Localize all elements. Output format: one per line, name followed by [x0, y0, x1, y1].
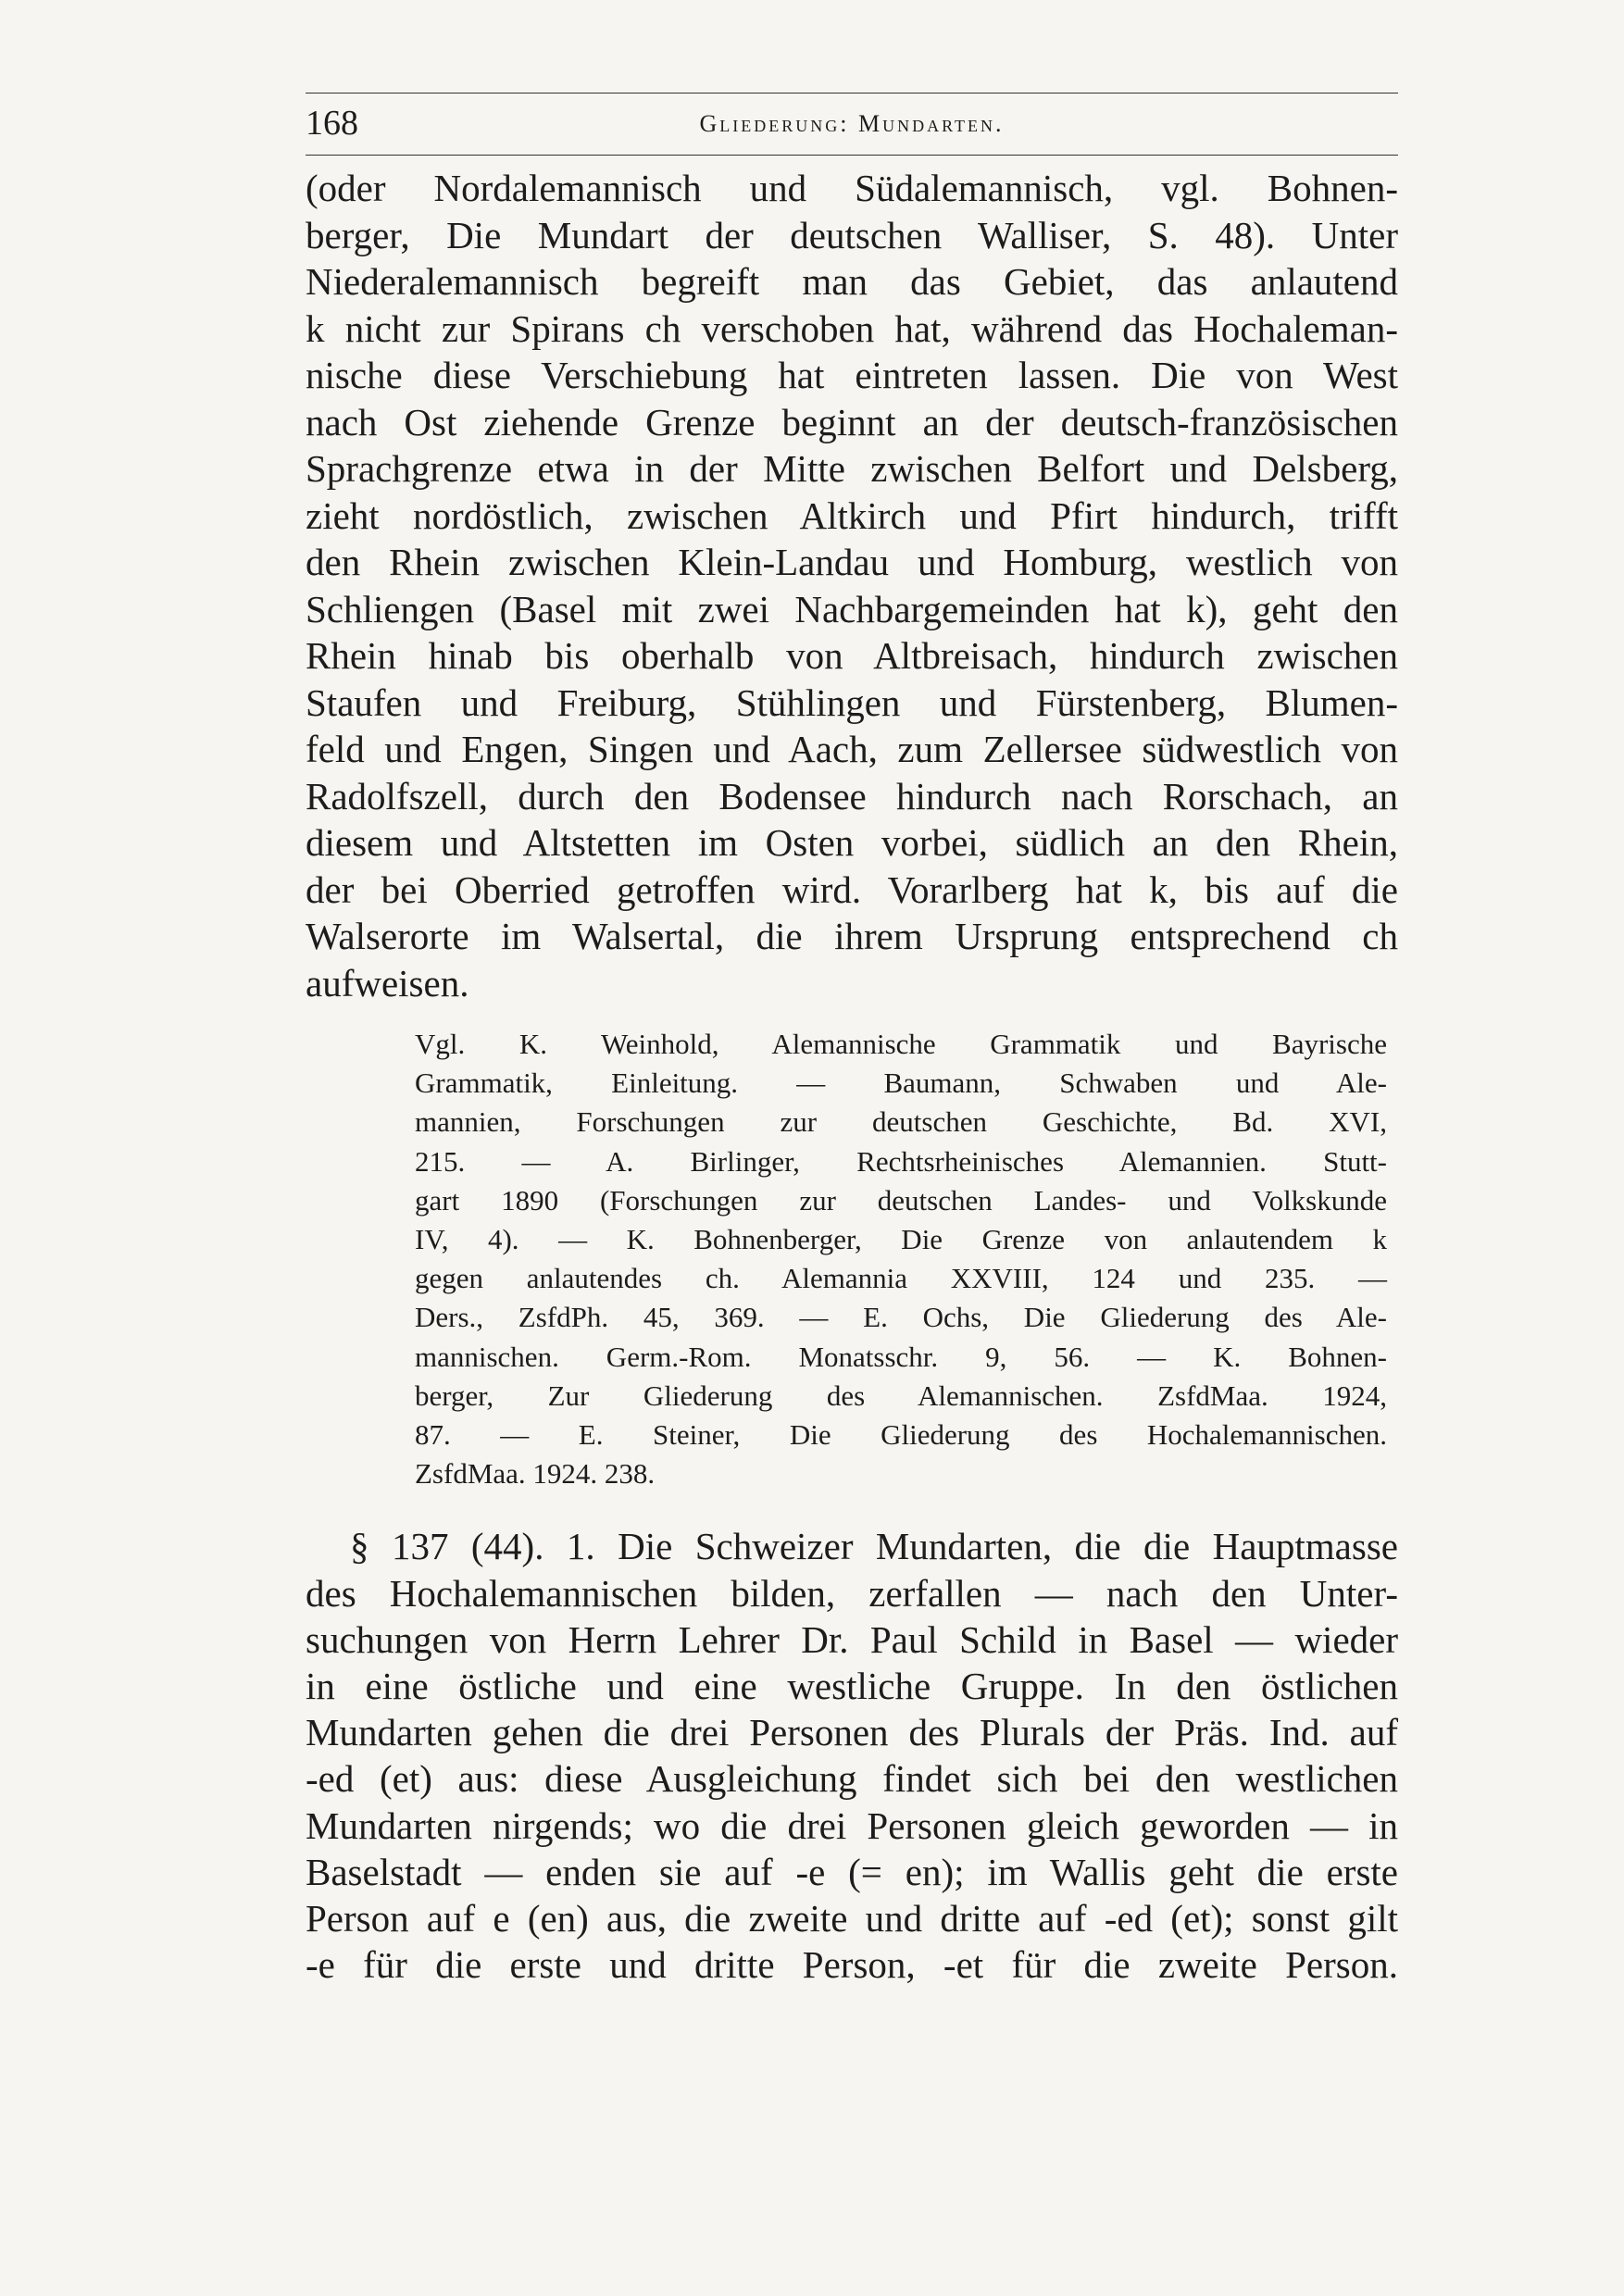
text-line: nach Ost ziehende Grenze beginnt an der deutsch-französischen	[306, 400, 1398, 443]
section-line: -ed (et) aus: diese Ausgleichung findet sich bei den westlichen	[306, 1757, 1398, 1801]
section-line: Baselstadt — enden sie auf -e (= en); im Wallis geht die erste	[306, 1850, 1398, 1893]
section-line: Person auf e (en) aus, die zweite und dritte auf -ed (et); sonst gilt	[306, 1897, 1398, 1940]
section-line: § 137 (44). 1. Die Schweizer Mundarten, die die Hauptmasse	[350, 1525, 1398, 1568]
note-line: Vgl. K. Weinhold, Alemannische Grammatik und Bayrische	[415, 1028, 1387, 1060]
note-line: 87. — E. Steiner, Die Gliederung des Hochalemannischen.	[415, 1418, 1387, 1452]
note-line: gegen anlautendes ch. Alemannia XXVIII, 124 und 235. —	[415, 1262, 1387, 1295]
running-title: Gliederung: Mundarten.	[699, 110, 1005, 137]
bibliography-notes	[415, 1025, 1387, 1493]
note-line: Grammatik, Einleitung. — Baumann, Schwaben und Ale-	[415, 1067, 1387, 1100]
main-paragraph	[306, 165, 1398, 1006]
text-line: feld und Engen, Singen und Aach, zum Zellersee südwestlich von	[306, 728, 1398, 770]
text-line: Rhein hinab bis oberhalb von Altbreisach, hindurch zwischen	[306, 634, 1398, 677]
text-line: Staufen und Freiburg, Stühlingen und Fürstenberg, Blumen-	[306, 680, 1398, 724]
note-line: IV, 4). — K. Bohnenberger, Die Grenze von anlautendem k	[415, 1223, 1387, 1256]
note-line: ZsfdMaa. 1924. 238.	[415, 1457, 656, 1491]
note-line: mannien, Forschungen zur deutschen Geschichte, Bd. XVI,	[415, 1105, 1387, 1139]
text-line: Walserorte im Walsertal, die ihrem Ursprung entsprechend ch	[306, 915, 1398, 957]
text-line: (oder Nordalemannisch und Südalemannisch, vgl. Bohnen-	[306, 167, 1398, 209]
section-line: des Hochalemannischen bilden, zerfallen — nach den Unter-	[306, 1571, 1398, 1615]
text-line: k nicht zur Spirans ch verschoben hat, während das Hochaleman-	[306, 306, 1398, 350]
note-line: gart 1890 (Forschungen zur deutschen Landes- und Volkskunde	[415, 1183, 1387, 1217]
text-line: Niederalemannisch begreift man das Gebiet, das anlautend	[306, 260, 1398, 303]
note-line: berger, Zur Gliederung des Alemannischen. ZsfdMaa. 1924,	[415, 1379, 1387, 1412]
text-line: Schliengen (Basel mit zwei Nachbargemeinden hat k), geht den	[306, 587, 1398, 630]
text-line: diesem und Altstetten im Osten vorbei, südlich an den Rhein,	[306, 821, 1398, 864]
text-line: den Rhein zwischen Klein-Landau und Homburg, westlich von	[306, 541, 1398, 583]
section-line: Mundarten nirgends; wo die drei Personen gleich geworden — in	[306, 1803, 1398, 1847]
section-137	[306, 1523, 1398, 1988]
running-header	[306, 93, 1398, 156]
section-line: in eine östliche und eine westliche Gruppe. In den östlichen	[306, 1665, 1398, 1708]
section-line: -e für die erste und dritte Person, -et für die zweite Person.	[306, 1943, 1398, 1987]
note-line: Ders., ZsfdPh. 45, 369. — E. Ochs, Die Gliederung des Ale-	[415, 1301, 1387, 1334]
text-line: Sprachgrenze etwa in der Mitte zwischen Belfort und Delsberg,	[306, 447, 1398, 490]
section-line: suchungen von Herrn Lehrer Dr. Paul Schild in Basel — wieder	[306, 1617, 1398, 1661]
text-line: aufweisen.	[306, 961, 469, 1004]
note-line: mannischen. Germ.-Rom. Monatsschr. 9, 56. — K. Bohnen-	[415, 1340, 1387, 1373]
text-line: zieht nordöstlich, zwischen Altkirch und Pfirt hindurch, trifft	[306, 493, 1398, 537]
text-line: nische diese Verschiebung hat eintreten lassen. Die von West	[306, 354, 1398, 396]
text-line: Radolfszell, durch den Bodensee hindurch nach Rorschach, an	[306, 774, 1398, 817]
text-line: der bei Oberried getroffen wird. Vorarlberg hat k, bis auf die	[306, 867, 1398, 911]
note-line: 215. — A. Birlinger, Rechtsrheinisches Alemannien. Stutt-	[415, 1144, 1387, 1178]
section-line: Mundarten gehen die drei Personen des Plurals der Präs. Ind. auf	[306, 1711, 1398, 1754]
text-line: berger, Die Mundart der deutschen Walliser, S. 48). Unter	[306, 213, 1398, 256]
book-page	[306, 93, 1398, 1988]
page-number: 168	[306, 104, 358, 143]
